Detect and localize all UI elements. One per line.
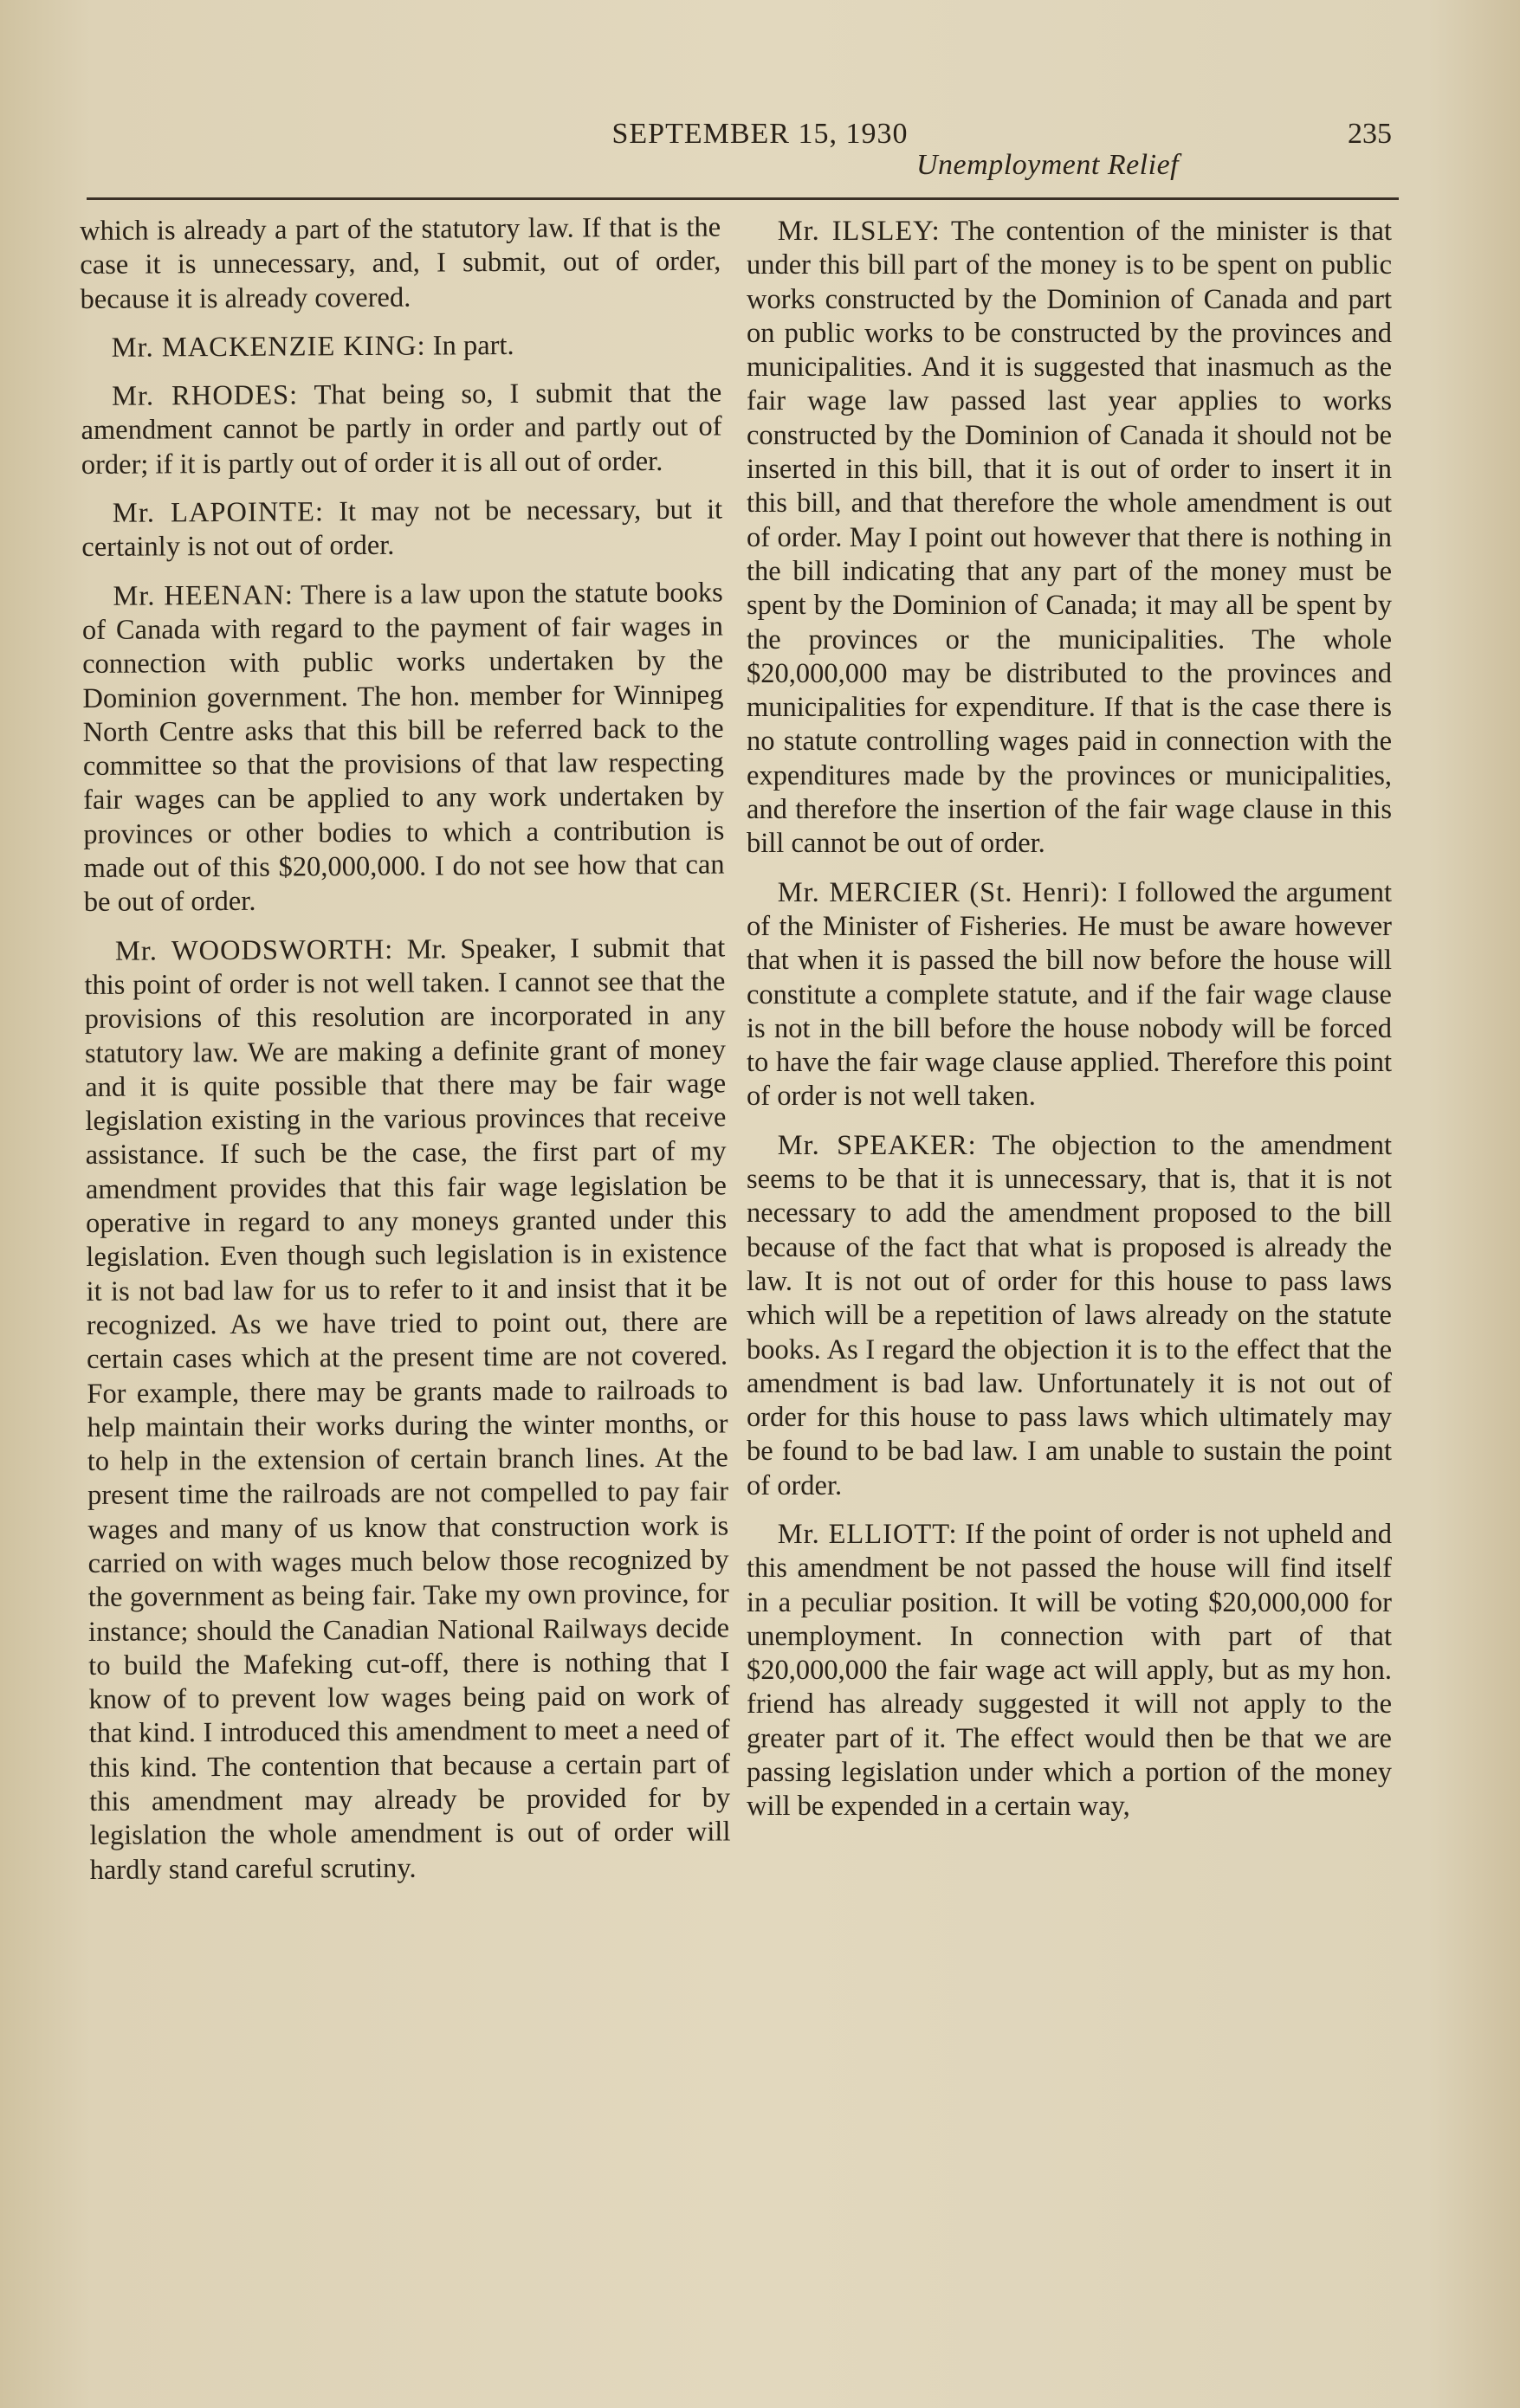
paragraph-text: Mr. Speaker, I submit that this point of order is not well taken. I cannot see that the provisions of this resolution are incorporated in any statutory law. We are making a definite grant of money and it is quite possible that there may be fair wage legislation existing in the various provinces that receive assistance. If such be the case, the first part of my amendment provides that this fair wage legislation be operative in regard to any moneys granted under this legislation. Even though such legislation is in existence it is not bad law for us to refer to it and insist that it be recognized. As we have tried to point out, there are certain cases which at the present time are not covered. For example, there may be grants made to railroads to help maintain their works during the winter months, or to help in the extension of certain branch lines. At the present time the railroads are not compelled to pay fair wages and many of us know that construction work is carried on with wages much below those recognized by the government as being fair. Take my own province, for instance; should the Canadian National Railways decide to build the Mafeking cut-off, there is nothing that I know of to prevent low wages being paid on work of that kind. I introduced this amendment to meet a need of this kind. The contention that because a certain part of this amendment may already be provided for by legislation the whole amendment is out of order will hardly stand careful scrutiny. bbox=[84, 932, 731, 1886]
speaker-name: Mr. ELLIOTT: bbox=[777, 1518, 958, 1550]
speaker-name: Mr. LAPOINTE: bbox=[112, 496, 325, 529]
right-column bbox=[747, 215, 1392, 1839]
page-number: 235 bbox=[1348, 118, 1392, 150]
speaker-name: Mr. SPEAKER: bbox=[777, 1129, 977, 1161]
header-divider bbox=[87, 197, 1399, 200]
paragraph bbox=[81, 327, 721, 365]
speaker-name: Mr. HEENAN: bbox=[113, 579, 294, 612]
paragraph-text: In part. bbox=[432, 329, 514, 362]
paragraph-text: That being so, I submit that the amendment cannot be partly in order and partly out of order; if it is partly out of order it is all out of order. bbox=[81, 377, 722, 481]
paragraph bbox=[747, 1518, 1392, 1824]
paragraph-text: If the point of order is not upheld and this amendment be not passed the house will find itself in a peculiar position. It will be voting $20,000,000 for unemployment. In connection with part of that $20,000,000 the fair wage act will apply, but as my hon. friend has already suggested it will not apply to the greater part of it. The effect would then be that we are passing legislation under which a portion of the money will be expended in a certain way, bbox=[747, 1518, 1393, 1823]
paragraph-text: It may not be necessary, but it certainly is not out of order. bbox=[81, 494, 723, 564]
paragraph-text: There is a law upon the statute books of Canada with regard to the payment of fair wages in connection with public works undertaken by the Dominion government. The hon. member for Winnipeg North Centre asks that this bill be referred back to the committee so that the provisions of that law respecting fair wages can be applied to any work undertaken by provinces or other bodies to which a contribution is made out of this $20,000,000. I do not see how that can be out of order. bbox=[81, 577, 725, 919]
paragraph bbox=[81, 494, 722, 565]
paragraph-text: which is already a part of the statutory law. If that is the case it is unnecessary, and, I submit, out of order, because it is already covered. bbox=[80, 211, 721, 315]
paragraph bbox=[84, 931, 731, 1888]
paragraph bbox=[82, 576, 725, 920]
paragraph bbox=[80, 210, 721, 316]
paragraph bbox=[747, 1129, 1392, 1503]
paragraph-text: The contention of the minister is that under this bill part of the money is to be spent on public works constructed by the Dominion of Canada and part on public works to be constructed by the provinces and municipalities. And it is suggested that inasmuch as the fair wage law passed last year applies to works constructed by the Dominion of Canada it should not be inserted in this bill, that it is out of order to insert it in this bill, and that therefore the whole amendment is out of order. May I point out however that there is nothing in the bill indicating that any part of the money must be spent by the Dominion of Canada; it may all be spent by the provinces or the municipalities. The whole $20,000,000 may be distributed to the provinces and municipalities for expenditure. If that is the case there is no statute controlling wages paid in connection with the expenditures made by the provinces or municipalities, and therefore the insertion of the fair wage clause in this bill cannot be out of order. bbox=[747, 216, 1392, 860]
speaker-name: Mr. WOODSWORTH: bbox=[114, 933, 394, 967]
paragraph bbox=[747, 215, 1392, 862]
speaker-name: Mr. MACKENZIE KING: bbox=[111, 330, 426, 364]
speaker-name: Mr. ILSLEY: bbox=[777, 216, 941, 247]
header-date: SEPTEMBER 15, 1930 bbox=[611, 118, 909, 150]
paragraph-text: The objection to the amendment seems to be that it is unnecessary, that is, that it is not necessary to add the amendment proposed to the bill because of the fact that what is proposed is already the law. It is not out of order for this house to pass laws which will be a repetition of laws already on the statute books. As I regard the objection it is to the effect that the amendment is bad law. Unfortunately it is not out of order for this house to pass laws which ultimately may be found to be bad law. I am unable to sustain the point of order. bbox=[747, 1129, 1392, 1501]
paragraph-text: I followed the argument of the Minister of Fisheries. He must be aware however that when it is passed the bill now before the house will constitute a complete statute, and if the fair wage clause is not in the bill before the house nobody will be forced to have the fair wage clause applied. Therefore this point of order is not well taken. bbox=[747, 876, 1393, 1113]
paragraph bbox=[747, 876, 1392, 1114]
left-column bbox=[80, 210, 731, 1901]
speaker-name: Mr. MERCIER (St. Henri): bbox=[777, 876, 1109, 908]
section-title: Unemployment Relief bbox=[916, 149, 1180, 181]
speaker-name: Mr. RHODES: bbox=[111, 379, 299, 412]
paragraph bbox=[81, 377, 722, 482]
